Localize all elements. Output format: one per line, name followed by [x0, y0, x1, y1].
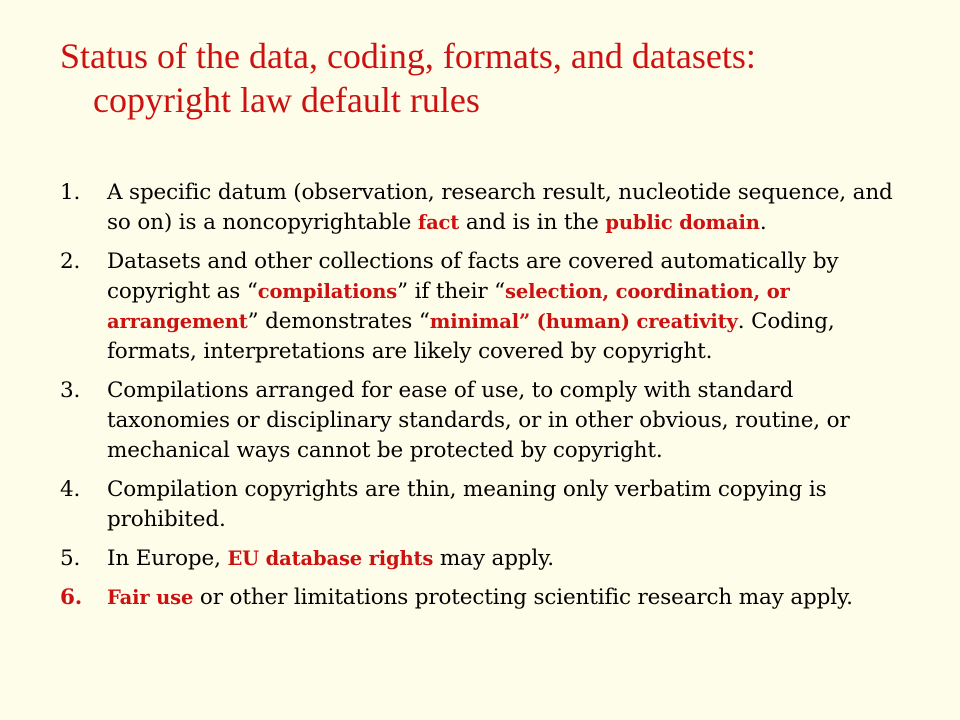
list-item: [60, 247, 920, 367]
emphasized-term: EU database rights: [227, 547, 434, 570]
list-item-number: 4.: [60, 477, 81, 502]
list-item-number: 1.: [60, 180, 81, 205]
body-text: Compilations arranged for ease of use, to comply with standard taxonomies or disciplinary standards, or in other obvious, routine, or mechanical ways cannot be protected by copyright.: [107, 378, 850, 463]
body-text: Compilation copyrights are thin, meaning only verbatim copying is prohibited.: [107, 477, 827, 532]
list-item: [60, 376, 920, 466]
list-item: [60, 178, 920, 238]
body-text: . Coding, formats, interpretations are likely covered by copyright.: [107, 309, 835, 364]
list-item-text: [107, 546, 554, 571]
body-text: .: [759, 210, 767, 235]
list-item-text: [107, 249, 838, 364]
body-text: A specific datum (observation, research result, nucleotide sequence, and so on) is a noncopyrightable: [107, 180, 893, 235]
list-item-text: [107, 180, 893, 235]
list-item-number: 5.: [60, 546, 81, 571]
emphasized-term: Fair use: [107, 586, 194, 609]
body-text: ” demonstrates “: [247, 309, 430, 334]
list-item-text: [107, 585, 853, 610]
list-item-number: 6.: [60, 585, 83, 610]
emphasized-term: fact: [417, 211, 460, 234]
body-text: ” if their “: [397, 279, 505, 304]
body-text: or other limitations protecting scientific research may apply.: [193, 585, 853, 610]
body-text: and is in the: [459, 210, 606, 235]
emphasized-term: compilations: [257, 280, 398, 303]
body-text: In Europe,: [107, 546, 228, 571]
body-text: may apply.: [433, 546, 554, 571]
slide-title-line-1: Status of the data, coding, formats, and datasets:: [60, 36, 756, 76]
slide-title-line-2: copyright law default rules: [93, 80, 480, 120]
list-item: [60, 583, 920, 613]
list-item-number: 2.: [60, 249, 81, 274]
list-item: [60, 475, 920, 535]
list-item-text: [107, 477, 827, 532]
emphasized-term: public domain: [605, 211, 760, 234]
emphasized-term: selection, coordination, or arrangement: [107, 280, 790, 333]
emphasized-term: minimal” (human) creativity: [429, 310, 738, 333]
body-text: Datasets and other collections of facts are covered automatically by copyright as “: [107, 249, 839, 304]
list-item: [60, 544, 920, 574]
list-item-text: [107, 378, 850, 463]
numbered-rule-list: [60, 178, 920, 622]
list-item-number: 3.: [60, 378, 81, 403]
slide-title: [60, 34, 920, 122]
